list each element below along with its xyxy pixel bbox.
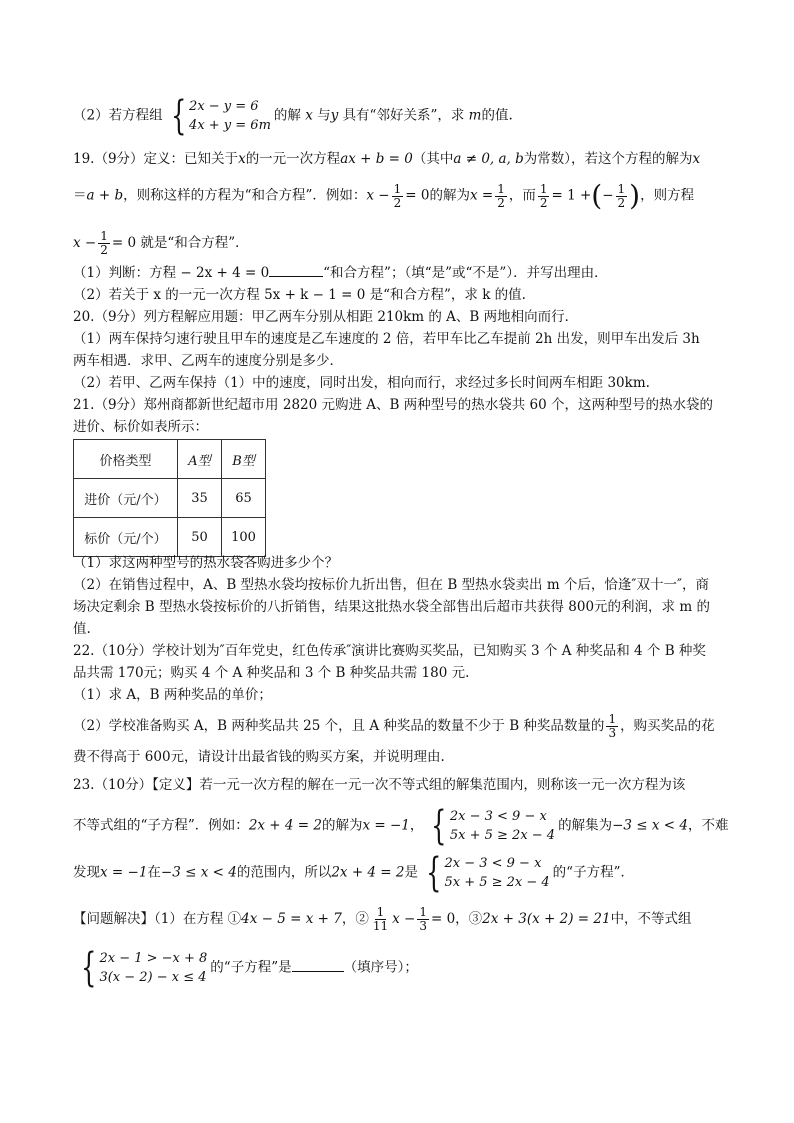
q19-line2: ＝a + b，则称这样的方程为“和合方程”．例如：x − $\frac{1}{2}$ = 0的解为x = $\frac{1}{2}$ ，而 $\frac{1}{2}$ = 1 +(− $\frac{1}{2}$ )，则方程 — [73, 179, 695, 212]
table-cell: 50 — [178, 518, 222, 557]
table-header-row — [74, 440, 266, 479]
q18-part2: （2）若方程组 { 2x − y = 6 4x + y = 6m 的解 x 与y 具有“邻好关系”，求 m的值. — [73, 93, 513, 139]
q22-line2: 品共需 170元；购买 4 个 A 种奖品和 3 个 B 种奖品共需 180 元. — [73, 665, 470, 681]
q22-part2-a: （2）学校准备购买 A，B 两种奖品共 25 个，且 A 种奖品的数量不少于 B 种奖品数量的 $\frac{1}{3}$ ，购买奖品的花 — [73, 712, 715, 740]
table-cell: 35 — [178, 479, 222, 518]
q21-line2: 进价、标价如表所示： — [73, 419, 208, 435]
table-cell: 65 — [222, 479, 266, 518]
q21-line1: 21.（9分）郑州商都新世纪超市用 2820 元购进 A、B 两种型号的热水袋共 60 个，这两种型号的热水袋的 — [73, 397, 714, 413]
inequality-system: { 2x − 3 < 9 − x 5x + 5 ≥ 2x − 4 — [431, 803, 556, 849]
q19-part2: （2）若关于 x 的一元一次方程 5x + k − 1 = 0 是“和合方程”，求 k 的值. — [73, 287, 526, 303]
q21-part2-a: （2）在销售过程中，A、B 型热水袋均按标价九折出售，但在 B 型热水袋卖出 m 个后，恰逢″双十一″，商 — [73, 577, 710, 593]
q20-line3: 两车相遇．求甲、乙两车的速度分别是多少． — [73, 353, 343, 369]
table-cell: 100 — [222, 518, 266, 557]
inequality-system: { 2x − 3 < 9 − x 5x + 5 ≥ 2x − 4 — [426, 850, 550, 896]
q22-line1: 22.（10分）学校计划为″百年党史，红色传承″演讲比赛购买奖品，已知购买 3 个 A 种奖品和 4 个 B 种奖 — [73, 643, 706, 659]
q23-problem-line: 【问题解决】（1）在方程 ①4x − 5 = x + 7，② $\frac{1}{11}$ x − $\frac{1}{3}$ = 0，③2x + 3(x + 2) = 21中，不等式组 — [73, 905, 692, 933]
q22-part1: （1）求 A，B 两种奖品的单价； — [73, 687, 272, 703]
fraction: $\frac{1}{2}$ — [539, 181, 548, 210]
q18-equation-system: { 2x − y = 6 4x + y = 6m — [170, 93, 271, 139]
fraction: $\frac{1}{2}$ — [497, 181, 505, 210]
fraction: $\frac{1}{3}$ — [608, 712, 617, 740]
q20-line2: （1）两车保持匀速行驶且甲车的速度是乙车速度的 2 倍，若甲车比乙车提前 2h 出发，则甲车出发后 3h — [73, 331, 700, 347]
table-row — [74, 518, 266, 557]
table-header-cell: A型 — [178, 440, 222, 479]
fraction: $\frac{1}{2}$ — [617, 181, 626, 210]
price-table — [73, 439, 266, 557]
q19-line3: x − $\frac{1}{2}$ = 0 就是“和合方程”． — [73, 229, 249, 257]
q23-line3: 发现x = −1在−3 ≤ x < 4的范围内，所以2x + 4 = 2是 { 2x − 3 < 9 − x 5x + 5 ≥ 2x − 4 的“子方程”． — [73, 850, 634, 896]
table-header-cell: 价格类型 — [74, 440, 178, 479]
inequality-system: { 2x − 1 > −x + 8 3(x − 2) − x ≤ 4 — [81, 945, 208, 991]
q21-part1: （1）求这两种型号的热水袋各购进多少个？ — [73, 555, 339, 571]
table-cell: 进价（元/个） — [74, 479, 178, 518]
q20-line4: （2）若甲、乙两车保持（1）中的速度，同时出发，相向而行，求经过多长时间两车相距 30km. — [73, 375, 650, 391]
q19-line1: 19.（9分）定义：已知关于x的一元一次方程ax + b = 0（其中a ≠ 0, a, b为常数），若这个方程的解为x — [73, 151, 701, 167]
q23-line1: 23.（10分）【定义】若一元一次方程的解在一元一次不等式组的解集范围内，则称该一元一次方程为该 — [73, 777, 686, 793]
table-cell: 标价（元/个） — [74, 518, 178, 557]
q23-line2: 不等式组的“子方程”．例如：2x + 4 = 2的解为x = −1， { 2x − 3 < 9 − x 5x + 5 ≥ 2x − 4 的解集为−3 ≤ x < 4，不难 — [73, 803, 729, 849]
fraction: $\frac{1}{2}$ — [100, 229, 108, 257]
table-row — [74, 479, 266, 518]
fraction: $\frac{1}{2}$ — [393, 181, 402, 210]
answer-blank[interactable] — [292, 957, 344, 972]
q22-part2-c: 费不得高于 600元，请设计出最省钱的购买方案，并说明理由. — [73, 749, 445, 765]
fraction: $\frac{1}{3}$ — [419, 905, 427, 933]
table-header-cell: B型 — [222, 440, 266, 479]
q19-part1: （1）判断：方程 − 2x + 4 = 0 “和合方程”；（填“是”或“不是”）．并写出理由． — [73, 262, 608, 284]
q21-part2-c: 值. — [73, 621, 91, 637]
fraction: $\frac{1}{11}$ — [372, 905, 389, 933]
q23-last-line: { 2x − 1 > −x + 8 3(x − 2) − x ≤ 4 的“子方程”是 （填序号）； — [73, 948, 418, 988]
q21-part2-b: 场决定剩余 B 型热水袋按标价的八折销售，结果这批热水袋全部售出后超市共获得 800元的利润，求 m 的 — [73, 599, 710, 615]
answer-blank[interactable] — [269, 262, 323, 277]
q20-line1: 20.（9分）列方程解应用题：甲乙两车分别从相距 210km 的 A、B 两地相向而行． — [73, 309, 579, 325]
